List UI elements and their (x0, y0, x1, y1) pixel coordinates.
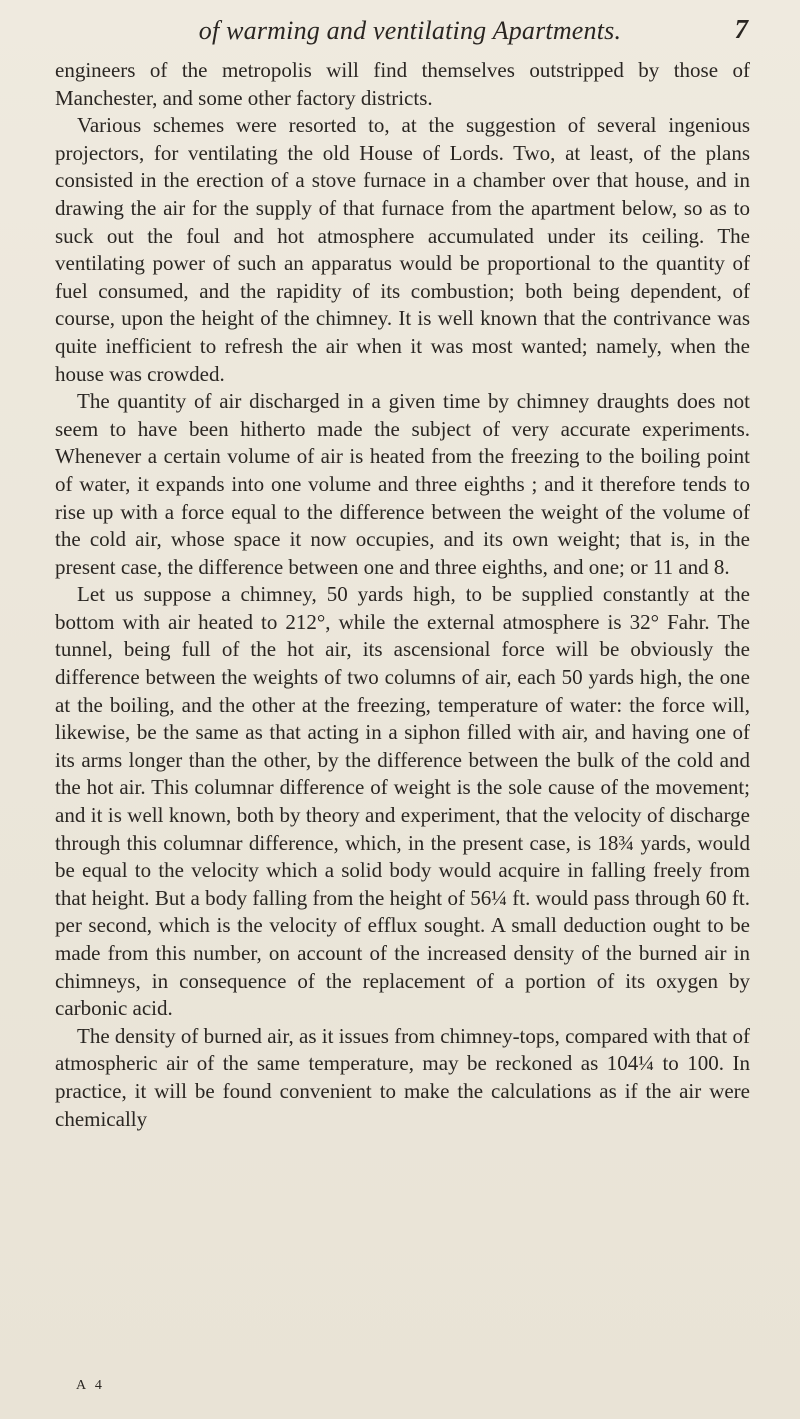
paragraph-5: The density of burned air, as it issues from chimney-tops, compared with that of atmospheric air of the same temperature, may be reckoned as 104¼ to 100. In practice, it will be found convenient to make the calculations as if the air were chemically (55, 1023, 750, 1131)
body-text (55, 57, 750, 1133)
paragraph-3: The quantity of air discharged in a given time by chimney draughts does not seem to have been hitherto made the subject of very accurate experiments. Whenever a certain volume of air is heated from the freezing to the boiling point of water, it expands into one volume and three eighths ; and it therefore tends to rise up with a force equal to the difference between the weight of the volume of the cold air, whose space it now occupies, and its own weight; that is, in the present case, the difference between one and three eighths, and one; or 11 and 8. (55, 389, 750, 579)
paragraph-4: Let us suppose a chimney, 50 yards high, to be supplied constantly at the bottom with air heated to 212°, while the external atmosphere is 32° Fahr. The tunnel, being full of the hot air, its ascensional force will be obviously the difference between the weights of two columns of air, each 50 yards high, the one at the boiling, and the other at the freezing, temperature of water: the force will, likewise, be the same as that acting in a siphon filled with air, and having one of its arms longer than the other, by the difference between the bulk of the cold and the hot air. This columnar difference of weight is the sole cause of the movement; and it is well known, both by theory and experiment, that the velocity of discharge through this columnar difference, which, in the present case, is 18¾ yards, would be equal to the velocity which a solid body would acquire in falling freely from that height. But a body falling from the height of 56¼ ft. would pass through 60 ft. per second, which is the velocity of efflux sought. A small deduction ought to be made from this number, on account of the increased density of the burned air in chimneys, in consequence of the replacement of a portion of its oxygen by carbonic acid. (55, 582, 750, 1021)
paragraph-1: engineers of the metropolis will find themselves outstripped by those of Manchester, and some other factory districts. (55, 58, 750, 110)
page-number: 7 (734, 14, 748, 44)
paragraph-2: Various schemes were resorted to, at the suggestion of several ingenious projectors, for ventilating the old House of Lords. Two, at least, of the plans consisted in the erection of a stove furnace in a chamber over that house, and in drawing the air for the supply of that furnace from the apartment below, so as to suck out the foul and hot atmosphere accumulated under its ceiling. The ventilating power of such an apparatus would be proportional to the quantity of fuel consumed, and the rapidity of its combustion; both being dependent, of course, upon the height of the chimney. It is well known that the contrivance was quite inefficient to refresh the air when it was most wanted; namely, when the house was crowded. (55, 113, 750, 386)
running-title: of warming and ventilating Apartments. (198, 16, 622, 45)
signature-mark: A 4 (76, 1378, 105, 1393)
